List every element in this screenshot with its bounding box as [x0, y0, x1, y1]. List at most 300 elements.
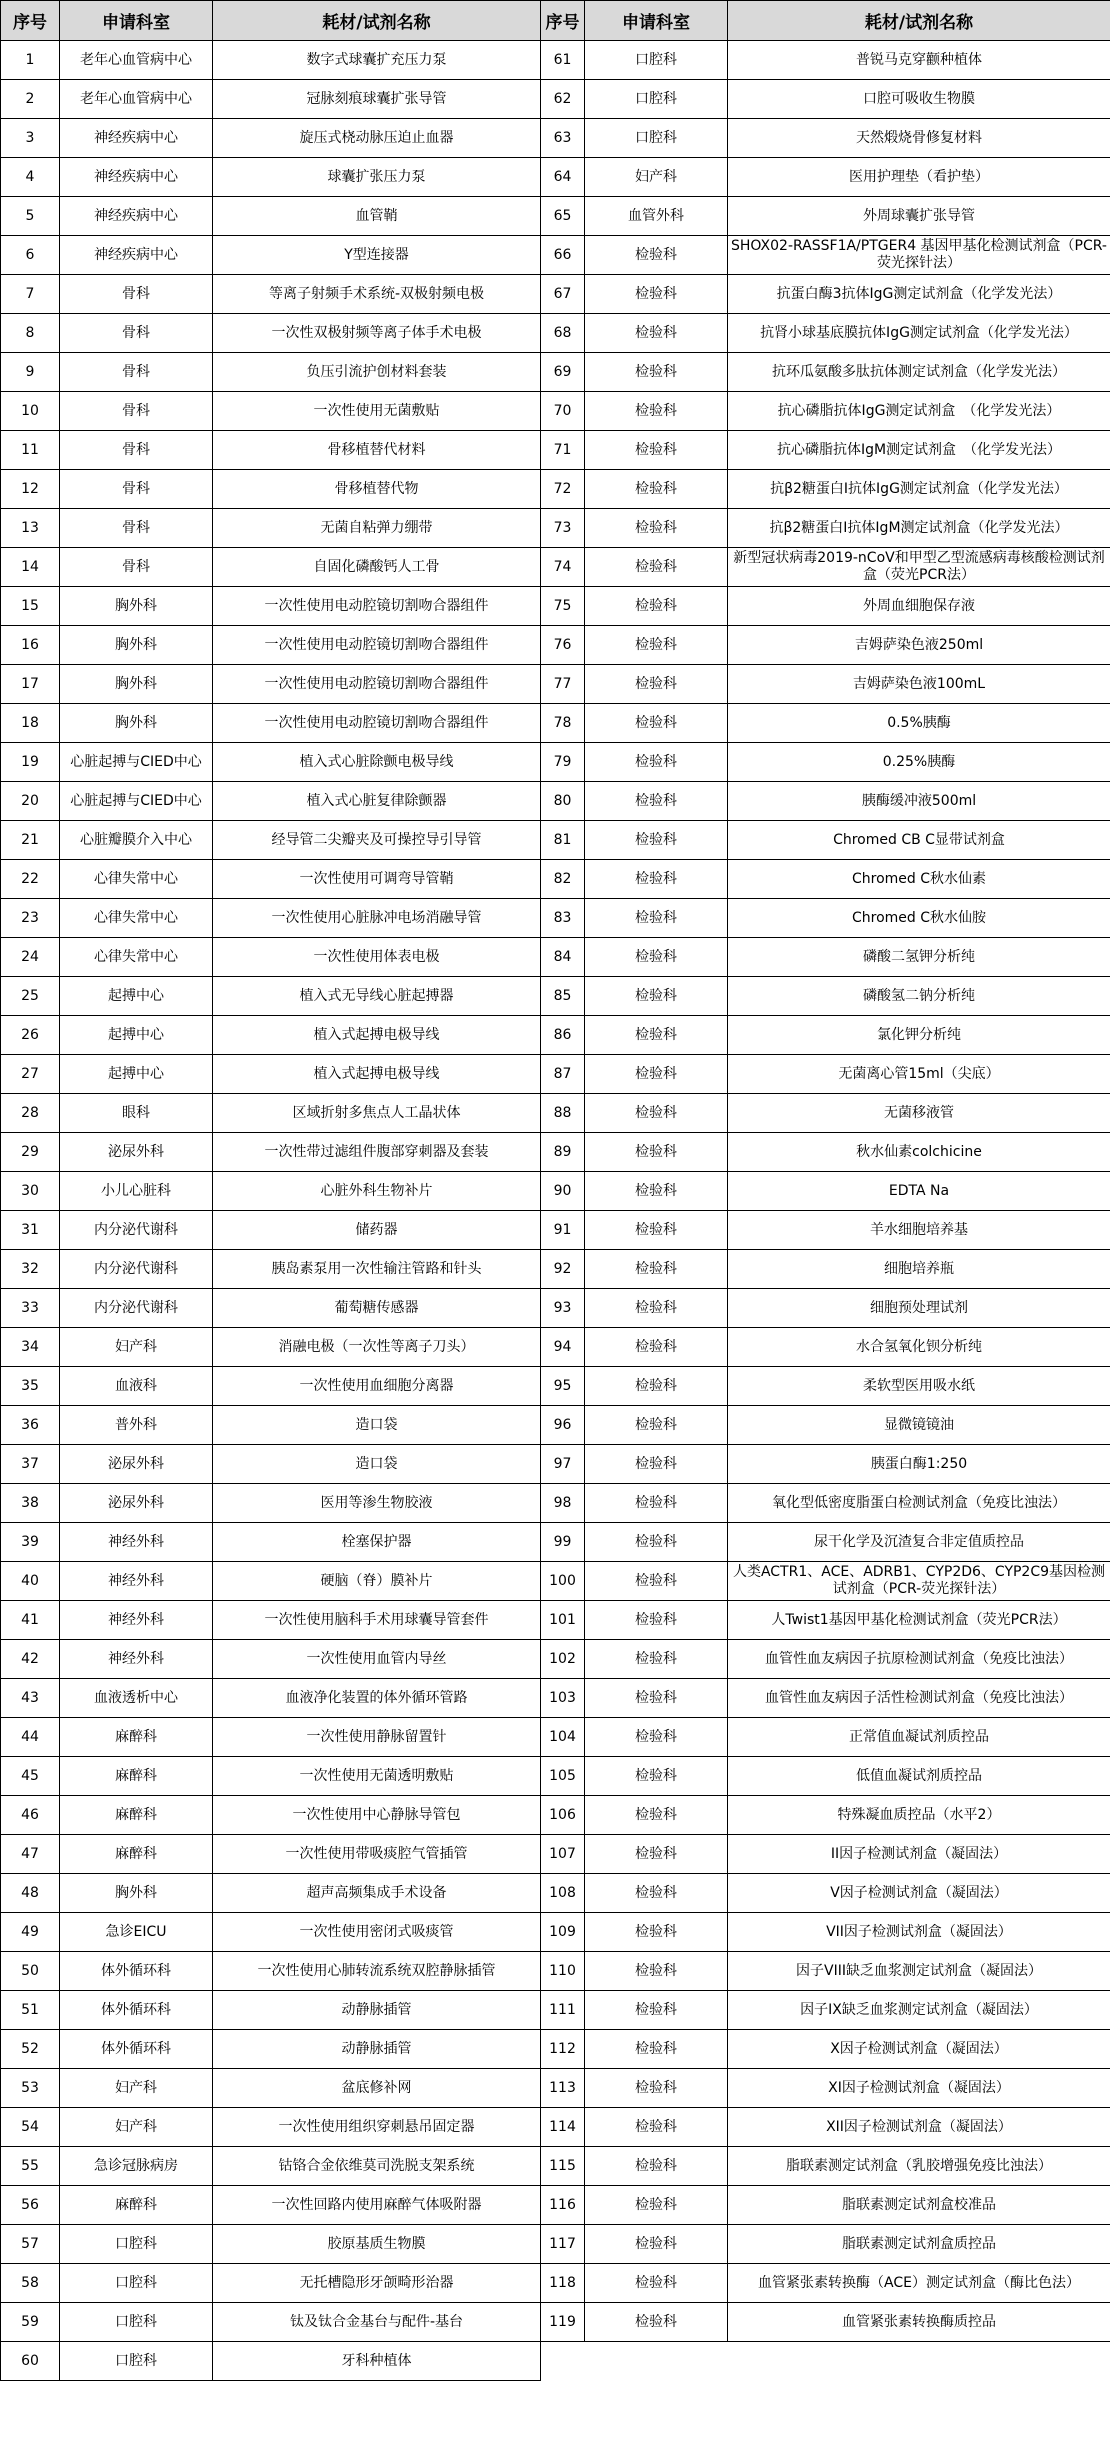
item-name: 脂联素测定试剂盒（乳胶增强免疫比浊法） — [728, 2147, 1110, 2186]
department: 检验科 — [585, 1250, 728, 1289]
department: 神经疾病中心 — [60, 119, 213, 158]
row-index: 37 — [1, 1445, 60, 1484]
item-name: 尿干化学及沉渣复合非定值质控品 — [728, 1523, 1110, 1562]
item-name: EDTA Na — [728, 1172, 1110, 1211]
table-row — [1, 860, 1110, 899]
item-name: 球囊扩张压力泵 — [213, 158, 541, 197]
item-name: 硬脑（脊）膜补片 — [213, 1562, 541, 1601]
item-name: 一次性双极射频等离子体手术电极 — [213, 314, 541, 353]
row-index: 85 — [541, 977, 585, 1016]
row-index: 102 — [541, 1640, 585, 1679]
department: 检验科 — [585, 509, 728, 548]
table-row — [1, 236, 1110, 275]
row-index: 73 — [541, 509, 585, 548]
item-name: 一次性回路内使用麻醉气体吸附器 — [213, 2186, 541, 2225]
item-name: 无菌移液管 — [728, 1094, 1110, 1133]
item-name: 磷酸氢二钠分析纯 — [728, 977, 1110, 1016]
item-name: Y型连接器 — [213, 236, 541, 275]
department: 骨科 — [60, 431, 213, 470]
table-row — [1, 1484, 1110, 1523]
row-index: 104 — [541, 1718, 585, 1757]
department: 胸外科 — [60, 665, 213, 704]
row-index: 99 — [541, 1523, 585, 1562]
item-name: 低值血凝试剂质控品 — [728, 1757, 1110, 1796]
table-row — [1, 1913, 1110, 1952]
item-name: 氯化钾分析纯 — [728, 1016, 1110, 1055]
department: 检验科 — [585, 1172, 728, 1211]
department: 检验科 — [585, 1913, 728, 1952]
item-name: 无菌离心管15ml（尖底） — [728, 1055, 1110, 1094]
department: 麻醉科 — [60, 1835, 213, 1874]
department: 起搏中心 — [60, 1016, 213, 1055]
row-index: 16 — [1, 626, 60, 665]
row-index: 19 — [1, 743, 60, 782]
item-name: 抗蛋白酶3抗体IgG测定试剂盒（化学发光法） — [728, 275, 1110, 314]
department: 骨科 — [60, 470, 213, 509]
table-row — [1, 1796, 1110, 1835]
item-name: 储药器 — [213, 1211, 541, 1250]
row-index: 63 — [541, 119, 585, 158]
row-index: 24 — [1, 938, 60, 977]
item-name: 羊水细胞培养基 — [728, 1211, 1110, 1250]
row-index: 61 — [541, 41, 585, 80]
row-index: 116 — [541, 2186, 585, 2225]
row-index: 90 — [541, 1172, 585, 1211]
item-name: 抗心磷脂抗体IgG测定试剂盒 （化学发光法） — [728, 392, 1110, 431]
row-index: 117 — [541, 2225, 585, 2264]
row-index: 87 — [541, 1055, 585, 1094]
row-index: 56 — [1, 2186, 60, 2225]
item-name: 外周血细胞保存液 — [728, 587, 1110, 626]
row-index: 108 — [541, 1874, 585, 1913]
item-name: 一次性带过滤组件腹部穿刺器及套装 — [213, 1133, 541, 1172]
row-index: 21 — [1, 821, 60, 860]
item-name: 一次性使用电动腔镜切割吻合器组件 — [213, 626, 541, 665]
department: 心脏起搏与CIED中心 — [60, 743, 213, 782]
table-row — [1, 665, 1110, 704]
table-row — [1, 1445, 1110, 1484]
department: 眼科 — [60, 1094, 213, 1133]
row-index: 64 — [541, 158, 585, 197]
department: 小儿心脏科 — [60, 1172, 213, 1211]
department: 检验科 — [585, 1679, 728, 1718]
department: 口腔科 — [585, 80, 728, 119]
item-name: 动静脉插管 — [213, 1991, 541, 2030]
row-index: 97 — [541, 1445, 585, 1484]
department: 检验科 — [585, 1796, 728, 1835]
row-index: 41 — [1, 1601, 60, 1640]
table-row — [1, 743, 1110, 782]
row-index: 9 — [1, 353, 60, 392]
item-name: 经导管二尖瓣夹及可操控导引导管 — [213, 821, 541, 860]
item-name: 普锐马克穿颧种植体 — [728, 41, 1110, 80]
header-index: 序号 — [541, 1, 585, 41]
row-index: 3 — [1, 119, 60, 158]
item-name: 水合氢氧化钡分析纯 — [728, 1328, 1110, 1367]
header-item-name: 耗材/试剂名称 — [213, 1, 541, 41]
department: 麻醉科 — [60, 1796, 213, 1835]
department: 骨科 — [60, 548, 213, 587]
row-index: 98 — [541, 1484, 585, 1523]
department: 妇产科 — [60, 1328, 213, 1367]
row-index: 53 — [1, 2069, 60, 2108]
department: 心律失常中心 — [60, 899, 213, 938]
row-index: 80 — [541, 782, 585, 821]
row-index: 75 — [541, 587, 585, 626]
department: 检验科 — [585, 1016, 728, 1055]
row-index: 76 — [541, 626, 585, 665]
item-name: V因子检测试剂盒（凝固法） — [728, 1874, 1110, 1913]
item-name: 动静脉插管 — [213, 2030, 541, 2069]
header-index: 序号 — [1, 1, 60, 41]
item-name: 脂联素测定试剂盒质控品 — [728, 2225, 1110, 2264]
item-name: 人Twist1基因甲基化检测试剂盒（荧光PCR法） — [728, 1601, 1110, 1640]
row-index: 119 — [541, 2303, 585, 2342]
row-index: 82 — [541, 860, 585, 899]
department: 检验科 — [585, 2225, 728, 2264]
department: 泌尿外科 — [60, 1484, 213, 1523]
table-row — [1, 1289, 1110, 1328]
department: 检验科 — [585, 977, 728, 1016]
item-name: Chromed C秋水仙素 — [728, 860, 1110, 899]
row-index: 70 — [541, 392, 585, 431]
department: 老年心血管病中心 — [60, 41, 213, 80]
item-name: 一次性使用血管内导丝 — [213, 1640, 541, 1679]
department: 胸外科 — [60, 704, 213, 743]
department: 检验科 — [585, 1718, 728, 1757]
row-index: 93 — [541, 1289, 585, 1328]
row-index: 25 — [1, 977, 60, 1016]
item-name: 一次性使用电动腔镜切割吻合器组件 — [213, 665, 541, 704]
row-index: 81 — [541, 821, 585, 860]
table-row — [1, 431, 1110, 470]
row-index: 46 — [1, 1796, 60, 1835]
item-name: 消融电极（一次性等离子刀头） — [213, 1328, 541, 1367]
item-name: 人类ACTR1、ACE、ADRB1、CYP2D6、CYP2C9基因检测试剂盒（PCR-荧光探针法） — [728, 1562, 1110, 1601]
table-row — [1, 626, 1110, 665]
row-index: 15 — [1, 587, 60, 626]
item-name: 口腔可吸收生物膜 — [728, 80, 1110, 119]
item-name: 冠脉刻痕球囊扩张导管 — [213, 80, 541, 119]
item-name: 0.25%胰酶 — [728, 743, 1110, 782]
item-name: 医用等渗生物胶液 — [213, 1484, 541, 1523]
empty-cell — [541, 2342, 1110, 2381]
department: 神经外科 — [60, 1601, 213, 1640]
item-name: 植入式起搏电极导线 — [213, 1055, 541, 1094]
table-row — [1, 1406, 1110, 1445]
item-name: 抗肾小球基底膜抗体IgG测定试剂盒（化学发光法） — [728, 314, 1110, 353]
table-row — [1, 197, 1110, 236]
item-name: 抗β2糖蛋白I抗体IgM测定试剂盒（化学发光法） — [728, 509, 1110, 548]
item-name: 植入式心脏复律除颤器 — [213, 782, 541, 821]
row-index: 62 — [541, 80, 585, 119]
department: 胸外科 — [60, 587, 213, 626]
department: 检验科 — [585, 548, 728, 587]
table-row — [1, 1991, 1110, 2030]
row-index: 31 — [1, 1211, 60, 1250]
row-index: 58 — [1, 2264, 60, 2303]
row-index: 10 — [1, 392, 60, 431]
row-index: 40 — [1, 1562, 60, 1601]
row-index: 13 — [1, 509, 60, 548]
item-name: 自固化磷酸钙人工骨 — [213, 548, 541, 587]
item-name: 一次性使用密闭式吸痰管 — [213, 1913, 541, 1952]
table-row — [1, 782, 1110, 821]
department: 口腔科 — [60, 2225, 213, 2264]
department: 急诊EICU — [60, 1913, 213, 1952]
department: 泌尿外科 — [60, 1445, 213, 1484]
department: 检验科 — [585, 860, 728, 899]
department: 检验科 — [585, 2186, 728, 2225]
department: 血液科 — [60, 1367, 213, 1406]
table-row — [1, 704, 1110, 743]
item-name: 抗心磷脂抗体IgM测定试剂盒 （化学发光法） — [728, 431, 1110, 470]
department: 检验科 — [585, 1406, 728, 1445]
item-name: 超声高频集成手术设备 — [213, 1874, 541, 1913]
table-row — [1, 2147, 1110, 2186]
item-name: X因子检测试剂盒（凝固法） — [728, 2030, 1110, 2069]
row-index: 118 — [541, 2264, 585, 2303]
row-index: 28 — [1, 1094, 60, 1133]
table-row — [1, 1211, 1110, 1250]
table-row — [1, 2264, 1110, 2303]
item-name: 植入式无导线心脏起搏器 — [213, 977, 541, 1016]
department: 妇产科 — [60, 2069, 213, 2108]
row-index: 83 — [541, 899, 585, 938]
row-index: 113 — [541, 2069, 585, 2108]
item-name: 骨移植替代物 — [213, 470, 541, 509]
row-index: 4 — [1, 158, 60, 197]
item-name: Chromed C秋水仙胺 — [728, 899, 1110, 938]
item-name: 栓塞保护器 — [213, 1523, 541, 1562]
department: 检验科 — [585, 275, 728, 314]
item-name: II因子检测试剂盒（凝固法） — [728, 1835, 1110, 1874]
item-name: 一次性使用中心静脉导管包 — [213, 1796, 541, 1835]
department: 神经疾病中心 — [60, 236, 213, 275]
row-index: 1 — [1, 41, 60, 80]
row-index: 22 — [1, 860, 60, 899]
row-index: 44 — [1, 1718, 60, 1757]
row-index: 115 — [541, 2147, 585, 2186]
department: 检验科 — [585, 1952, 728, 1991]
department: 检验科 — [585, 704, 728, 743]
item-name: XI因子检测试剂盒（凝固法） — [728, 2069, 1110, 2108]
department: 骨科 — [60, 509, 213, 548]
row-index: 43 — [1, 1679, 60, 1718]
row-index: 78 — [541, 704, 585, 743]
row-index: 36 — [1, 1406, 60, 1445]
row-index: 88 — [541, 1094, 585, 1133]
department: 检验科 — [585, 1640, 728, 1679]
row-index: 105 — [541, 1757, 585, 1796]
table-row — [1, 1016, 1110, 1055]
table-row — [1, 2186, 1110, 2225]
row-index: 91 — [541, 1211, 585, 1250]
department: 神经外科 — [60, 1640, 213, 1679]
row-index: 60 — [1, 2342, 60, 2381]
department: 神经外科 — [60, 1523, 213, 1562]
item-name: 细胞培养瓶 — [728, 1250, 1110, 1289]
table-row — [1, 1094, 1110, 1133]
department: 检验科 — [585, 782, 728, 821]
row-index: 45 — [1, 1757, 60, 1796]
row-index: 38 — [1, 1484, 60, 1523]
row-index: 14 — [1, 548, 60, 587]
item-name: 血管鞘 — [213, 197, 541, 236]
department: 检验科 — [585, 899, 728, 938]
item-name: 细胞预处理试剂 — [728, 1289, 1110, 1328]
row-index: 11 — [1, 431, 60, 470]
row-index: 18 — [1, 704, 60, 743]
row-index: 84 — [541, 938, 585, 977]
table-row — [1, 899, 1110, 938]
item-name: 数字式球囊扩充压力泵 — [213, 41, 541, 80]
row-index: 77 — [541, 665, 585, 704]
row-index: 69 — [541, 353, 585, 392]
department: 神经外科 — [60, 1562, 213, 1601]
item-name: 一次性使用无菌透明敷贴 — [213, 1757, 541, 1796]
row-index: 86 — [541, 1016, 585, 1055]
department: 普外科 — [60, 1406, 213, 1445]
department: 体外循环科 — [60, 1952, 213, 1991]
item-name: 一次性使用心脏脉冲电场消融导管 — [213, 899, 541, 938]
row-index: 92 — [541, 1250, 585, 1289]
department: 血管外科 — [585, 197, 728, 236]
row-index: 96 — [541, 1406, 585, 1445]
item-name: 血液净化装置的体外循环管路 — [213, 1679, 541, 1718]
row-index: 51 — [1, 1991, 60, 2030]
item-name: 吉姆萨染色液100mL — [728, 665, 1110, 704]
table-row — [1, 2225, 1110, 2264]
department: 起搏中心 — [60, 1055, 213, 1094]
row-index: 8 — [1, 314, 60, 353]
item-name: 磷酸二氢钾分析纯 — [728, 938, 1110, 977]
table-row — [1, 470, 1110, 509]
row-index: 74 — [541, 548, 585, 587]
row-index: 68 — [541, 314, 585, 353]
department: 口腔科 — [585, 119, 728, 158]
department: 检验科 — [585, 1757, 728, 1796]
row-index: 111 — [541, 1991, 585, 2030]
item-name: 钛及钛合金基台与配件-基台 — [213, 2303, 541, 2342]
item-name: 因子IX缺乏血浆测定试剂盒（凝固法） — [728, 1991, 1110, 2030]
table-row — [1, 1718, 1110, 1757]
department: 检验科 — [585, 353, 728, 392]
item-name: 胰蛋白酶1:250 — [728, 1445, 1110, 1484]
department: 妇产科 — [60, 2108, 213, 2147]
item-name: 一次性使用带吸痰腔气管插管 — [213, 1835, 541, 1874]
row-index: 71 — [541, 431, 585, 470]
item-name: 因子VIII缺乏血浆测定试剂盒（凝固法） — [728, 1952, 1110, 1991]
item-name: VII因子检测试剂盒（凝固法） — [728, 1913, 1110, 1952]
department: 骨科 — [60, 392, 213, 431]
table-row — [1, 1367, 1110, 1406]
row-index: 50 — [1, 1952, 60, 1991]
item-name: XII因子检测试剂盒（凝固法） — [728, 2108, 1110, 2147]
item-name: 区域折射多焦点人工晶状体 — [213, 1094, 541, 1133]
department: 检验科 — [585, 1445, 728, 1484]
department: 起搏中心 — [60, 977, 213, 1016]
item-name: 特殊凝血质控品（水平2） — [728, 1796, 1110, 1835]
row-index: 30 — [1, 1172, 60, 1211]
department: 检验科 — [585, 1562, 728, 1601]
department: 检验科 — [585, 2030, 728, 2069]
table-row — [1, 2342, 1110, 2381]
item-name: 脂联素测定试剂盒校准品 — [728, 2186, 1110, 2225]
header-item-name: 耗材/试剂名称 — [728, 1, 1110, 41]
header-row — [1, 1, 1110, 41]
item-name: 一次性使用电动腔镜切割吻合器组件 — [213, 704, 541, 743]
item-name: 一次性使用静脉留置针 — [213, 1718, 541, 1757]
department: 内分泌代谢科 — [60, 1289, 213, 1328]
item-name: 血管紧张素转换酶（ACE）测定试剂盒（酶比色法） — [728, 2264, 1110, 2303]
table-row — [1, 41, 1110, 80]
department: 检验科 — [585, 821, 728, 860]
department: 检验科 — [585, 1991, 728, 2030]
department: 血液透析中心 — [60, 1679, 213, 1718]
item-name: 天然煅烧骨修复材料 — [728, 119, 1110, 158]
department: 检验科 — [585, 665, 728, 704]
department: 心脏起搏与CIED中心 — [60, 782, 213, 821]
item-name: 0.5%胰酶 — [728, 704, 1110, 743]
department: 麻醉科 — [60, 1718, 213, 1757]
department: 骨科 — [60, 353, 213, 392]
department: 检验科 — [585, 1835, 728, 1874]
table-row — [1, 1562, 1110, 1601]
department: 检验科 — [585, 1133, 728, 1172]
row-index: 110 — [541, 1952, 585, 1991]
table-row — [1, 1328, 1110, 1367]
item-name: 正常值血凝试剂质控品 — [728, 1718, 1110, 1757]
row-index: 67 — [541, 275, 585, 314]
department: 口腔科 — [60, 2342, 213, 2381]
item-name: 一次性使用脑科手术用球囊导管套件 — [213, 1601, 541, 1640]
item-name: 葡萄糖传感器 — [213, 1289, 541, 1328]
item-name: 新型冠状病毒2019-nCoV和甲型乙型流感病毒核酸检测试剂盒（荧光PCR法） — [728, 548, 1110, 587]
table-row — [1, 353, 1110, 392]
row-index: 95 — [541, 1367, 585, 1406]
department: 检验科 — [585, 2108, 728, 2147]
item-name: 旋压式桡动脉压迫止血器 — [213, 119, 541, 158]
department: 检验科 — [585, 314, 728, 353]
department: 体外循环科 — [60, 2030, 213, 2069]
department: 检验科 — [585, 1055, 728, 1094]
department: 泌尿外科 — [60, 1133, 213, 1172]
department: 心脏瓣膜介入中心 — [60, 821, 213, 860]
item-name: 无托槽隐形牙颌畸形治器 — [213, 2264, 541, 2303]
row-index: 27 — [1, 1055, 60, 1094]
item-name: 无菌自粘弹力绷带 — [213, 509, 541, 548]
department: 心律失常中心 — [60, 860, 213, 899]
department: 骨科 — [60, 275, 213, 314]
row-index: 42 — [1, 1640, 60, 1679]
department: 检验科 — [585, 2147, 728, 2186]
department: 胸外科 — [60, 626, 213, 665]
item-name: Chromed CB C显带试剂盒 — [728, 821, 1110, 860]
table-row — [1, 1601, 1110, 1640]
row-index: 33 — [1, 1289, 60, 1328]
item-name: 植入式起搏电极导线 — [213, 1016, 541, 1055]
table-row — [1, 1172, 1110, 1211]
item-name: 一次性使用无菌敷贴 — [213, 392, 541, 431]
item-name: 心脏外科生物补片 — [213, 1172, 541, 1211]
row-index: 54 — [1, 2108, 60, 2147]
row-index: 5 — [1, 197, 60, 236]
table-row — [1, 1874, 1110, 1913]
row-index: 112 — [541, 2030, 585, 2069]
department: 老年心血管病中心 — [60, 80, 213, 119]
table-row — [1, 80, 1110, 119]
